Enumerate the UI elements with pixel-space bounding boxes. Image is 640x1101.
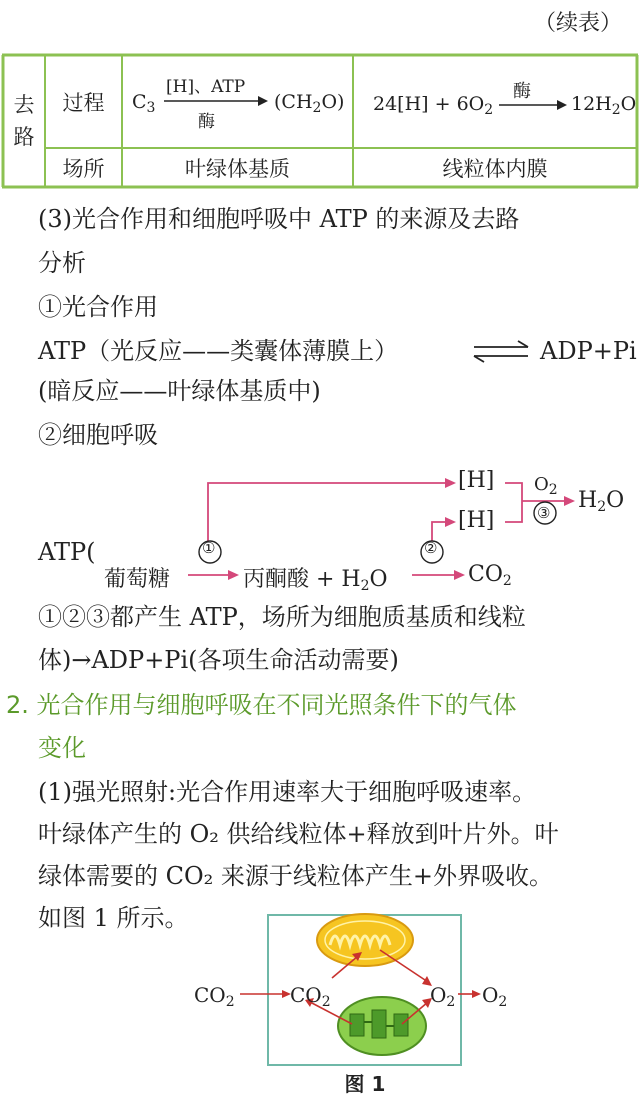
photo-eq-right <box>274 91 344 116</box>
resp-eq-above: 酶 <box>513 81 531 102</box>
resp-eq-right <box>571 93 636 118</box>
fig-co2-inner <box>290 983 331 1010</box>
photo-title: ①光合作用 <box>38 293 158 321</box>
resp-eq-right-text: 12H <box>571 93 612 115</box>
resp-h2o-text: H <box>578 488 598 513</box>
chloroplast-icon <box>338 997 426 1055</box>
figure-caption: 图 1 <box>344 1072 386 1096</box>
row-header-char-1: 去 <box>13 93 35 117</box>
fig-o2-inner <box>430 983 455 1010</box>
resp-co2 <box>468 562 512 589</box>
resp-eq-left <box>373 93 493 118</box>
fig-co2-left-text: CO <box>194 983 226 1007</box>
resp-step1: ① <box>202 539 216 557</box>
fig-co2-left <box>194 983 235 1010</box>
resp-o2 <box>534 474 558 498</box>
dark-reaction-line: (暗反应——叶绿体基质中) <box>38 377 321 405</box>
resp-atp: ATP( <box>38 538 96 566</box>
resp-o2-sub: 2 <box>548 482 558 498</box>
photo-eq-left-text: C <box>132 91 147 113</box>
summary-line1: ①②③都产生 ATP，场所为细胞质基质和线粒 <box>38 603 526 631</box>
photo-eq-right-tail: O) <box>321 91 345 113</box>
resp-site: 线粒体内膜 <box>442 156 548 181</box>
section2-p1: (1)强光照射:光合作用速率大于细胞呼吸速率。 <box>38 778 537 806</box>
section2-p3: 绿体需要的 CO₂ 来源于线粒体产生+外界吸收。 <box>38 862 554 890</box>
resp-eq-right-sub: 2 <box>611 102 621 118</box>
photo-equation <box>122 55 353 148</box>
resp-pyruvate-tail: O <box>369 567 388 592</box>
resp-h2o <box>578 488 624 515</box>
section2-title-line2: 变化 <box>38 734 86 762</box>
fig-co2-inner-sub: 2 <box>321 994 331 1010</box>
section2-p2: 叶绿体产生的 O₂ 供给线粒体+释放到叶片外。叶 <box>38 820 559 848</box>
resp-co2-text: CO <box>468 562 503 587</box>
resp-eq-right-tail: O <box>620 93 637 115</box>
resp-co2-sub: 2 <box>502 573 512 589</box>
photo-eq-above: [H]、ATP <box>166 77 246 97</box>
mitochondrion-icon <box>317 914 413 966</box>
fig-co2-left-sub: 2 <box>225 994 235 1010</box>
resp-h2o-tail: O <box>606 488 625 513</box>
section3-line2: 分析 <box>38 249 86 277</box>
resp-eq-left-text: 24[H] + 6O <box>373 93 485 115</box>
resp-h-bottom: [H] <box>458 508 495 533</box>
atp-line-right: ADP+Pi <box>540 337 637 365</box>
resp-step3: ③ <box>537 504 551 522</box>
photo-site: 叶绿体基质 <box>185 156 290 181</box>
summary-line2: 体)→ADP+Pi(各项生命活动需要) <box>38 646 399 674</box>
fig-o2-inner-sub: 2 <box>446 994 456 1010</box>
photo-eq-right-sub: 2 <box>312 100 322 116</box>
resp-title: ②细胞呼吸 <box>38 421 158 449</box>
resp-step2: ② <box>424 539 438 557</box>
header-note: （续表） <box>533 11 622 36</box>
fig-o2-inner-text: O <box>430 983 447 1007</box>
photo-eq-right-text: (CH <box>274 91 313 113</box>
row-header <box>3 55 45 187</box>
resp-o2-text: O <box>534 474 549 495</box>
photo-eq-arrow <box>162 93 270 109</box>
photo-eq-left <box>132 91 155 116</box>
resp-equation <box>353 55 637 148</box>
section2-title-line1: 2. 光合作用与细胞呼吸在不同光照条件下的气体 <box>6 691 517 719</box>
fig-o2-right-sub: 2 <box>498 994 508 1010</box>
photo-eq-left-sub: 3 <box>146 100 156 116</box>
row-header-char-2: 路 <box>13 125 35 149</box>
resp-h-top: [H] <box>458 468 495 493</box>
atp-line-left: ATP（光反应——类囊体薄膜上） <box>38 337 399 365</box>
label-process: 过程 <box>62 90 105 115</box>
resp-eq-arrow <box>497 97 569 113</box>
resp-pyruvate-text: 丙酮酸 + H <box>243 567 361 592</box>
resp-eq-left-sub: 2 <box>484 102 494 118</box>
label-site: 场所 <box>62 156 105 181</box>
photo-eq-below: 酶 <box>198 112 215 132</box>
resp-h2o-sub: 2 <box>597 499 607 515</box>
resp-glucose: 葡萄糖 <box>104 567 171 592</box>
section3-line1: (3)光合作用和细胞呼吸中 ATP 的来源及去路 <box>38 205 520 233</box>
reversible-arrow-icon <box>470 339 532 365</box>
section2-p4: 如图 1 所示。 <box>38 904 189 932</box>
fig-o2-right <box>482 983 507 1010</box>
resp-pyruvate <box>243 562 388 594</box>
resp-pyruvate-sub: 2 <box>360 578 370 594</box>
fig-o2-right-text: O <box>482 983 499 1007</box>
fig-co2-inner-text: CO <box>290 983 322 1007</box>
